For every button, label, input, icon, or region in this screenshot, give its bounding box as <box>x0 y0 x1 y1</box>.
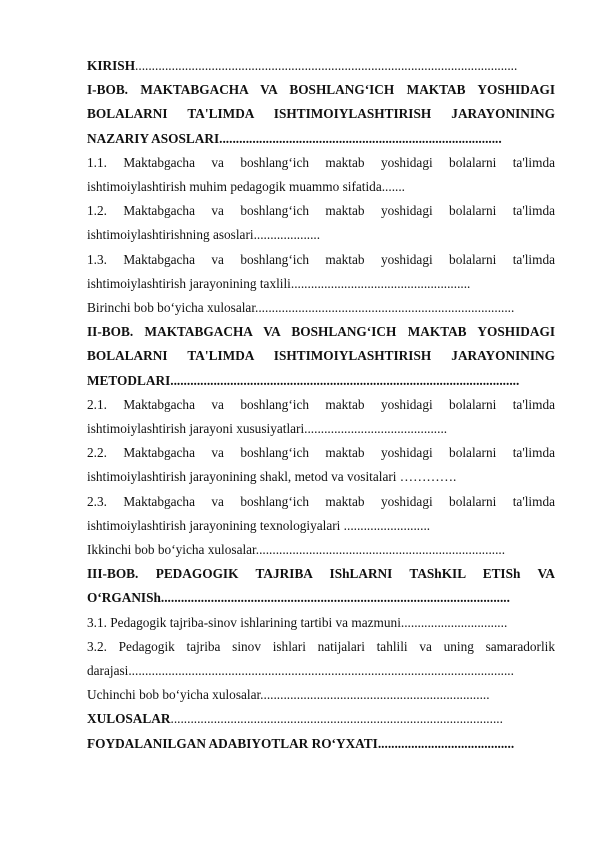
toc-entry-section-3-1 <box>87 611 555 635</box>
toc-chapter-1-line-2: BOLALARNI TA'LIMDA ISHTIMOIYLASHTIRISH JARAYONINING <box>87 106 555 122</box>
toc-entry-xulosalar <box>87 707 555 731</box>
toc-chapter-3-line-1: III-BOB. PEDAGOGIK TAJRIBA IShLARNI TAShKIL ETISh VA <box>87 566 555 582</box>
toc-section-3-2-line-2: darajasi.................................................................................................................... <box>87 662 514 678</box>
toc-entry-section-2-3 <box>87 490 555 538</box>
toc-entry-chapter-3 <box>87 562 555 610</box>
table-of-contents <box>87 54 555 756</box>
toc-entry-summary-3 <box>87 683 555 707</box>
toc-entry-section-3-2 <box>87 635 555 683</box>
toc-entry-summary-1 <box>87 296 555 320</box>
toc-section-1-1-line-1: 1.1. Maktabgacha va boshlang‘ich maktab yoshidagi bolalarni ta'limda <box>87 154 555 170</box>
toc-section-2-3-line-1: 2.3. Maktabgacha va boshlang‘ich maktab yoshidagi bolalarni ta'limda <box>87 493 555 509</box>
toc-section-1-2-line-2: ishtimoiylashtirishning asoslari.................... <box>87 227 321 243</box>
toc-summary-1: Birinchi bob bo‘yicha xulosalar.............................................................................. <box>87 299 515 315</box>
toc-entry-kirish <box>87 54 555 78</box>
toc-leader-dots: ......................................................................................................... <box>170 372 520 388</box>
toc-chapter-2-line-3: METODLARI <box>87 372 171 388</box>
toc-entry-section-1-3 <box>87 248 555 296</box>
toc-chapter-3-line-2: O‘RGANISh <box>87 590 161 606</box>
toc-title-references: FOYDALANILGAN ADABIYOTLAR RO‘YXATI <box>87 735 378 751</box>
toc-summary-2: Ikkinchi bob bo‘yicha xulosalar........................................................................... <box>87 541 506 557</box>
toc-leader-dots: ......................................................................................................... <box>160 590 510 606</box>
toc-section-3-1: 3.1. Pedagogik tajriba-sinov ishlarining tartibi va mazmuni................................ <box>87 614 508 630</box>
toc-section-2-1-line-2: ishtimoiylashtirish jarayoni xususiyatlari........................................... <box>87 420 448 436</box>
toc-section-2-2-line-2: ishtimoiylashtirish jarayonining shakl, metod va vositalari …………. <box>87 469 457 485</box>
toc-summary-3: Uchinchi bob bo‘yicha xulosalar..................................................................... <box>87 687 490 703</box>
toc-title-kirish: KIRISH <box>87 58 136 73</box>
toc-section-2-3-line-2: ishtimoiylashtirish jarayonining texnologiyalari .......................... <box>87 517 431 533</box>
toc-leader-dots: ......................................... <box>377 735 515 751</box>
toc-entry-chapter-1 <box>87 78 555 151</box>
toc-section-1-2-line-1: 1.2. Maktabgacha va boshlang‘ich maktab yoshidagi bolalarni ta'limda <box>87 203 555 219</box>
toc-chapter-2-line-2: BOLALARNI TA'LIMDA ISHTIMOIYLASHTIRISH JARAYONINING <box>87 348 555 364</box>
toc-entry-section-1-1 <box>87 151 555 199</box>
toc-section-2-1-line-1: 2.1. Maktabgacha va boshlang‘ich maktab yoshidagi bolalarni ta'limda <box>87 396 555 412</box>
toc-entry-summary-2 <box>87 538 555 562</box>
toc-section-1-1-line-2: ishtimoiylashtirish muhim pedagogik muammo sifatida....... <box>87 178 405 194</box>
toc-entry-section-1-2 <box>87 199 555 247</box>
toc-title-xulosalar: XULOSALAR <box>87 711 171 727</box>
toc-entry-section-2-2 <box>87 441 555 489</box>
toc-leader-dots: ..................................................................................... <box>219 130 502 146</box>
toc-leader-dots: .................................................................................................... <box>170 711 503 727</box>
toc-section-2-2-line-1: 2.2. Maktabgacha va boshlang‘ich maktab yoshidagi bolalarni ta'limda <box>87 445 555 461</box>
toc-leader-dots: ................................................................................................................... <box>135 58 518 73</box>
toc-section-3-2-line-1: 3.2. Pedagogik tajriba sinov ishlari natijalari tahlili va uning samaradorlik <box>87 638 555 654</box>
toc-chapter-1-line-1: I-BOB. MAKTABGACHA VA BOSHLANG‘ICH MAKTAB YOSHIDAGI <box>87 82 555 98</box>
toc-chapter-1-line-3: NAZARIY ASOSLARI <box>87 130 220 146</box>
toc-entry-section-2-1 <box>87 393 555 441</box>
toc-section-1-3-line-1: 1.3. Maktabgacha va boshlang‘ich maktab yoshidagi bolalarni ta'limda <box>87 251 555 267</box>
toc-entry-references <box>87 732 555 756</box>
toc-entry-chapter-2 <box>87 320 555 393</box>
toc-chapter-2-line-1: II-BOB. MAKTABGACHA VA BOSHLANG‘ICH MAKTAB YOSHIDAGI <box>87 324 555 340</box>
toc-section-1-3-line-2: ishtimoiylashtirish jarayonining taxlili...................................................... <box>87 275 471 291</box>
